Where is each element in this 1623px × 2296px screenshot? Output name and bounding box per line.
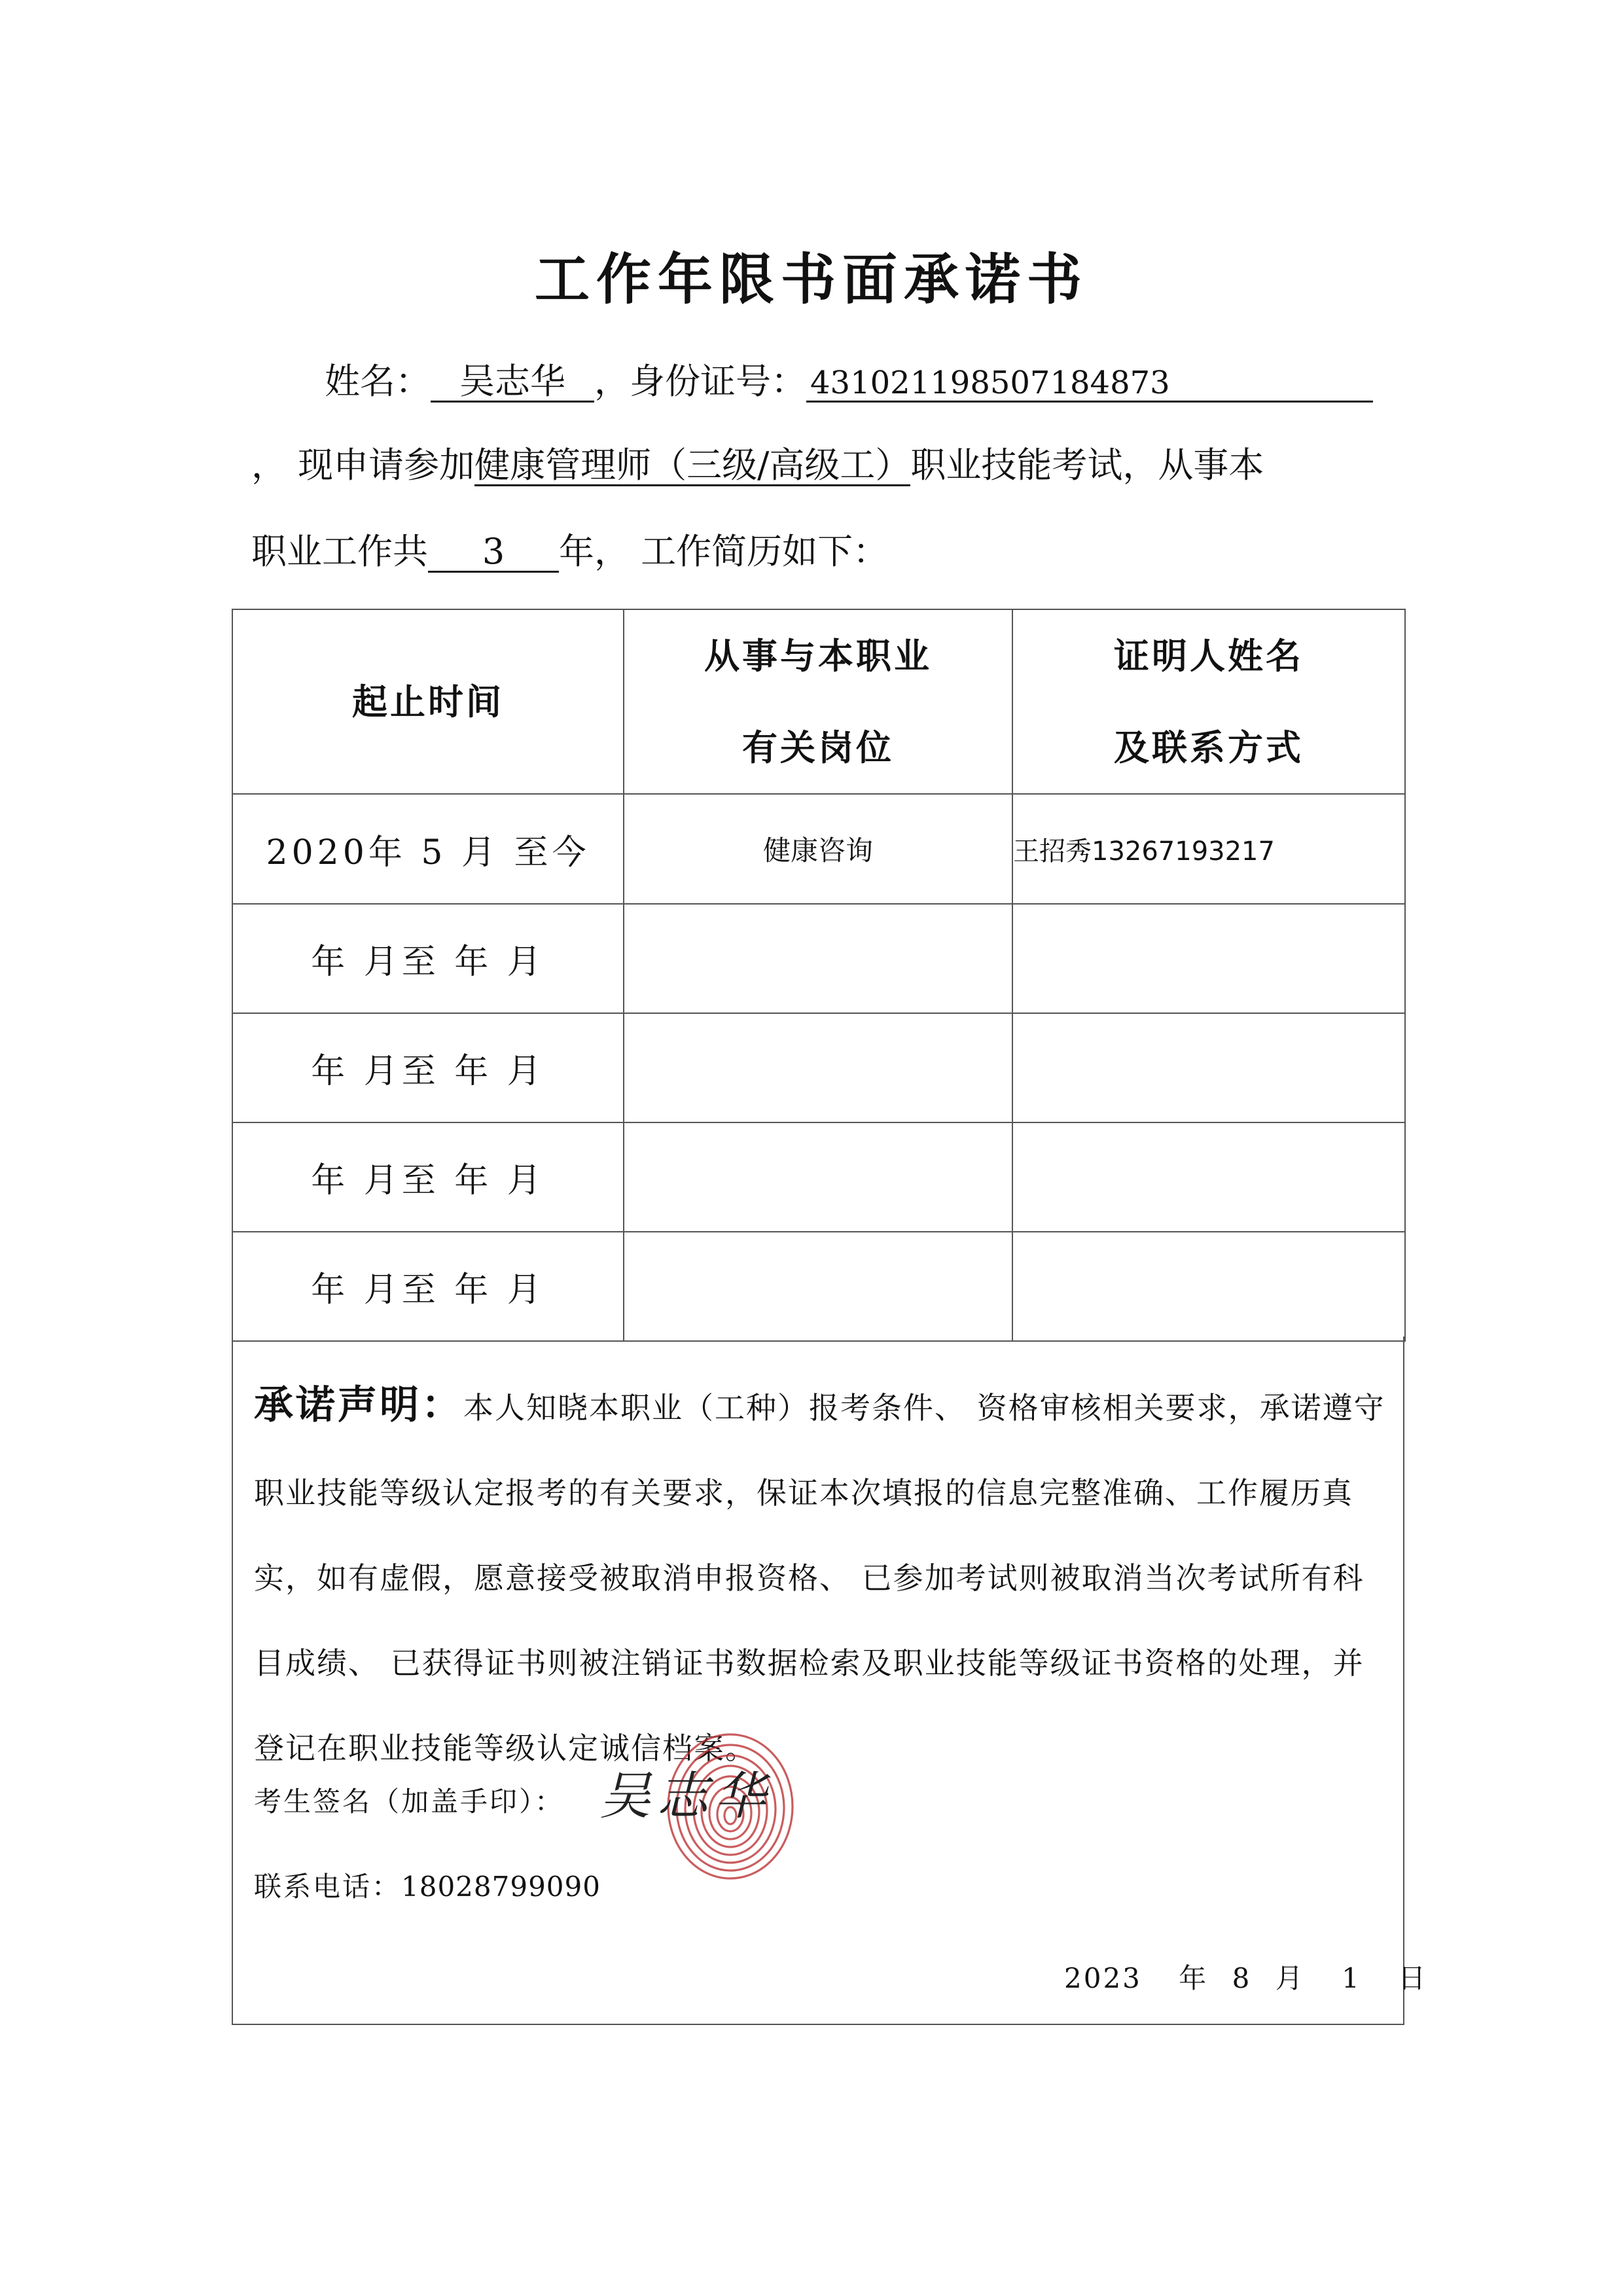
phone-label: 联系电话：	[254, 1871, 402, 1903]
cell-witness: 王招秀13267193217	[1012, 794, 1405, 904]
date-day: 1	[1342, 1962, 1361, 1994]
exam-name-value: 健康管理师（三级/高级工）	[474, 444, 911, 486]
exam-line-suffix: 职业技能考试，从事本	[910, 444, 1264, 486]
work-history-table	[232, 609, 1406, 1342]
cell-period: 2020年 5 月 至今	[232, 794, 624, 904]
id-label: ，身份证号：	[594, 361, 806, 402]
declaration-text: 本人知晓本职业（工种）报考条件、 资格审核相关要求，承诺遵守职业技能等级认定报考的有关要求，保证本次填报的信息完整准确、工作履历真实，如有虚假，愿意接受被取消申报资格、 已参加考试则被取消当次考试所有科目成绩、 已获得证书则被注销证书数据检索及职业技能等级证书资格的处理，并登记在职业技能等级认定诚信档案。	[254, 1390, 1385, 1766]
date-month-unit: 月	[1275, 1962, 1305, 1994]
phone-value: 18028799090	[401, 1871, 601, 1903]
table-row	[232, 1013, 1405, 1122]
cell-witness	[1012, 1013, 1405, 1122]
header-position: 从事与本职业 有关岗位	[624, 609, 1012, 794]
date-day-unit: 日	[1398, 1962, 1428, 1994]
cell-position: 健康咨询	[624, 794, 1012, 904]
candidate-signature: 吴志华	[599, 1767, 773, 1826]
cell-position	[624, 904, 1012, 1013]
cell-witness	[1012, 1122, 1405, 1232]
table-row	[232, 904, 1405, 1013]
id-number-value: 431021198507184873	[806, 366, 1373, 403]
exam-line-prefix: ， 现申请参加	[251, 444, 475, 486]
date-line	[1064, 1957, 1427, 1996]
declaration-box	[232, 1336, 1428, 2025]
date-year: 2023	[1064, 1962, 1142, 1994]
date-year-unit: 年	[1179, 1962, 1209, 1994]
name-id-line	[325, 353, 1373, 404]
declaration-paragraph	[254, 1363, 1386, 1791]
cell-position	[624, 1122, 1012, 1232]
exam-line	[251, 437, 1264, 488]
phone-line	[254, 1865, 601, 1905]
table-row	[232, 1232, 1405, 1341]
cell-witness	[1012, 1232, 1405, 1341]
years-line-suffix: 年， 工作简历如下：	[559, 531, 889, 572]
cell-position	[624, 1232, 1012, 1341]
years-line	[251, 524, 888, 574]
cell-witness	[1012, 904, 1405, 1013]
document-title: 工作年限书面承诺书	[534, 247, 1088, 312]
name-label: 姓名：	[325, 361, 431, 402]
name-value: 吴志华	[431, 362, 594, 403]
header-period: 起止时间	[232, 609, 624, 794]
table-row	[232, 794, 1405, 904]
cell-position	[624, 1013, 1012, 1122]
table-header-row	[232, 609, 1405, 794]
declaration-label: 承诺声明：	[254, 1382, 463, 1428]
cell-period: 年 月至 年 月	[232, 904, 624, 1013]
date-month: 8	[1232, 1962, 1252, 1994]
cell-period: 年 月至 年 月	[232, 1122, 624, 1232]
signature-line	[254, 1780, 564, 1820]
cell-period: 年 月至 年 月	[232, 1232, 624, 1341]
cell-period: 年 月至 年 月	[232, 1013, 624, 1122]
header-witness: 证明人姓名 及联系方式	[1012, 609, 1405, 794]
years-value: 3	[428, 532, 559, 573]
years-line-prefix: 职业工作共	[251, 531, 428, 572]
table-row	[232, 1122, 1405, 1232]
signature-label: 考生签名（加盖手印）：	[254, 1785, 565, 1818]
